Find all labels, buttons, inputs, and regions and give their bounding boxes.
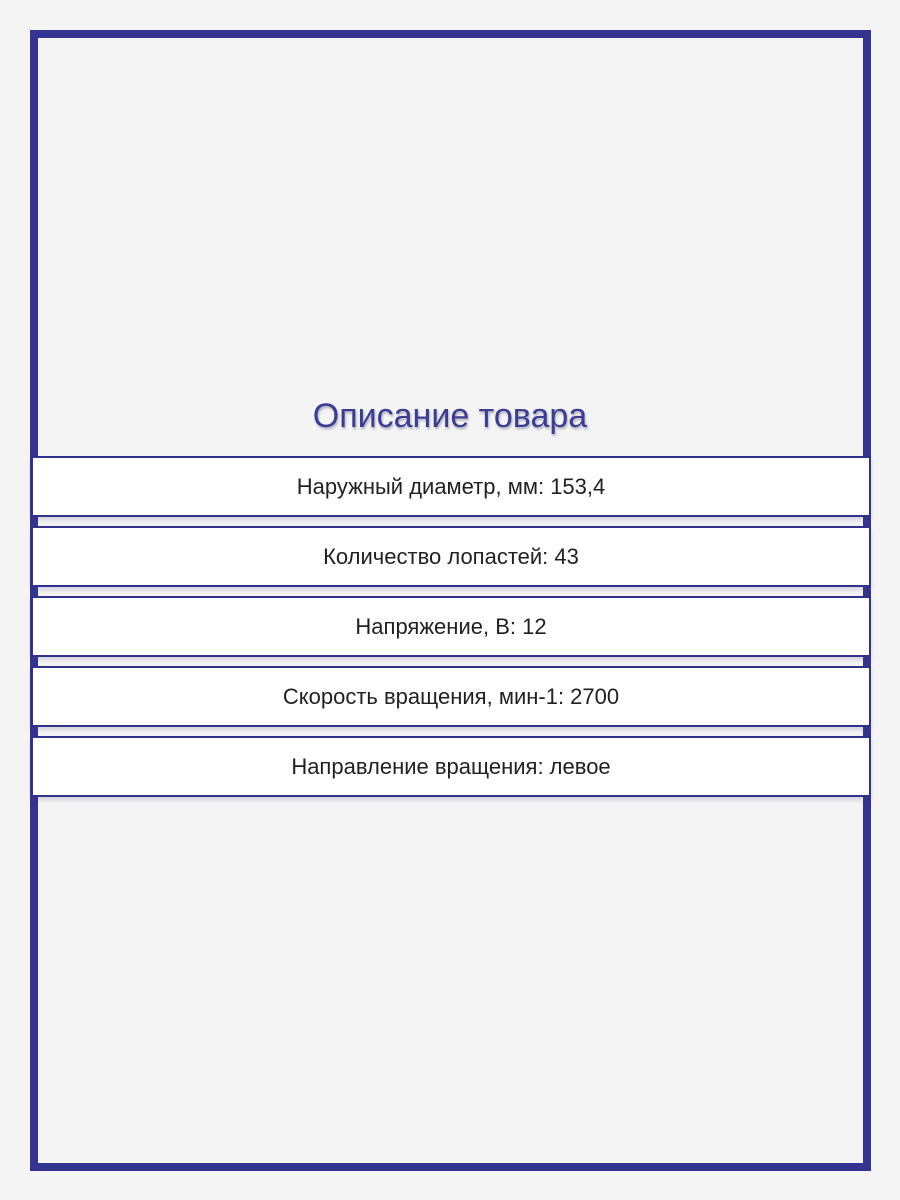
spec-row-rotation-direction: Направление вращения: левое <box>31 736 871 797</box>
page-title: Описание товара <box>312 397 588 435</box>
spec-row-voltage: Напряжение, В: 12 <box>31 596 871 657</box>
spec-row-outer-diameter: Наружный диаметр, мм: 153,4 <box>31 456 871 517</box>
spec-row-rotation-speed: Скорость вращения, мин-1: 2700 <box>31 666 871 727</box>
spec-list <box>31 456 871 806</box>
spec-row-blade-count: Количество лопастей: 43 <box>31 526 871 587</box>
